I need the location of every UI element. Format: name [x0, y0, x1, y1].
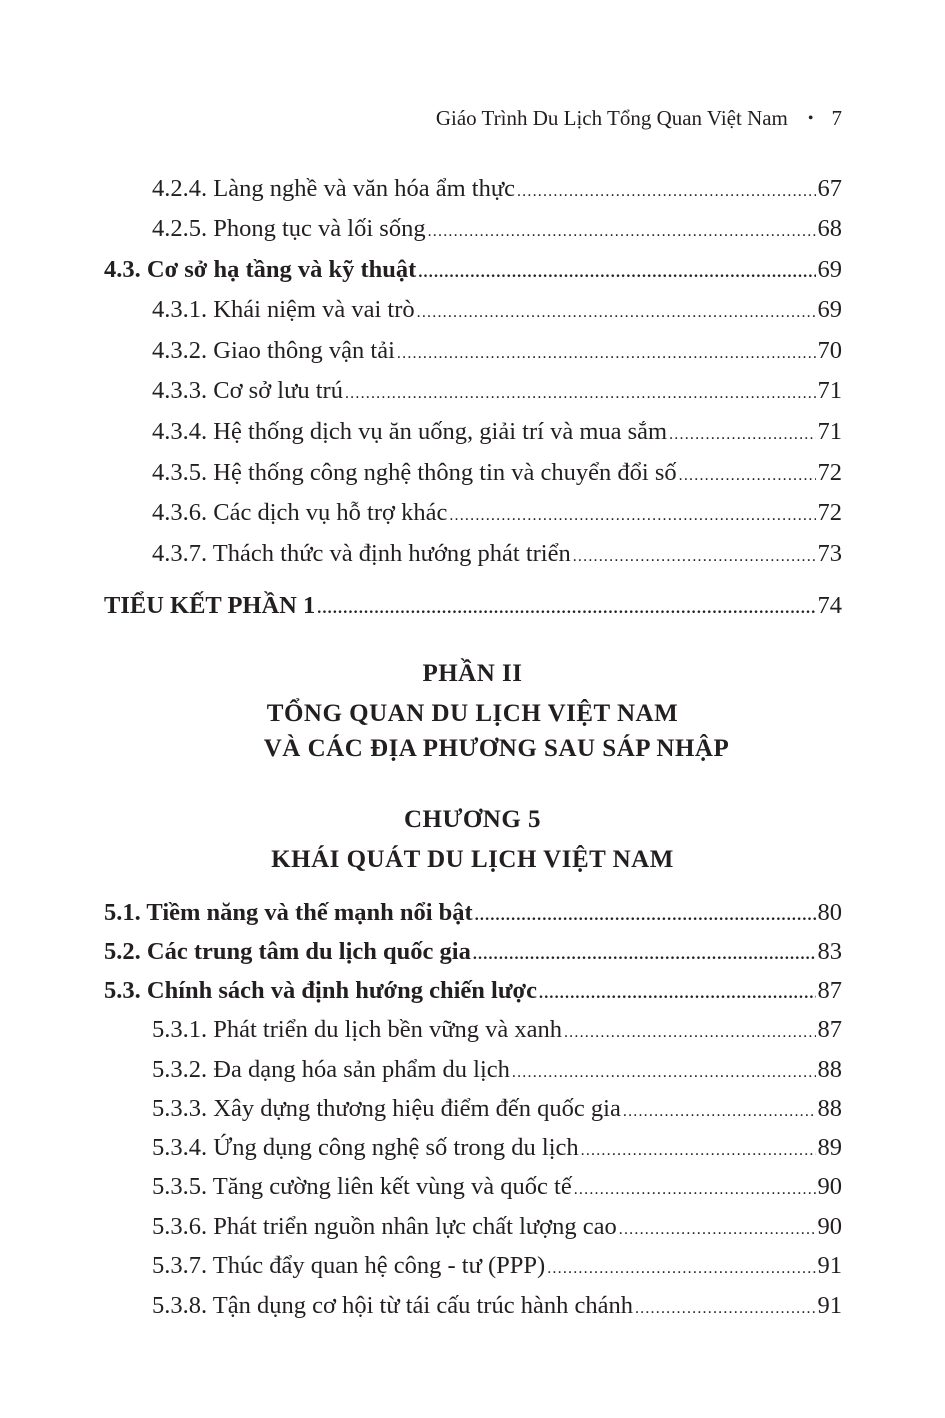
dot-leader — [449, 499, 815, 533]
toc-entry-page: 91 — [817, 1292, 842, 1319]
toc-entry[interactable] — [0, 212, 945, 246]
toc-entry-page: 71 — [817, 418, 842, 445]
toc-entry-page: 90 — [817, 1213, 842, 1240]
toc-entry[interactable] — [0, 293, 945, 327]
toc-entry[interactable] — [0, 1289, 945, 1323]
dot-leader — [517, 175, 816, 209]
toc-entry[interactable] — [0, 456, 945, 490]
toc-entry-title: 4.3.2. Giao thông vận tải — [152, 337, 395, 364]
dot-leader — [547, 1252, 815, 1286]
dot-leader — [475, 899, 816, 933]
toc-entry[interactable] — [0, 496, 945, 530]
toc-entry-title: 4.3.5. Hệ thống công nghệ thông tin và chuyển đổi số — [152, 459, 677, 486]
toc-entry-title: 4.3.7. Thách thức và định hướng phát triển — [152, 540, 571, 567]
toc-entry-title: 5.3.3. Xây dựng thương hiệu điểm đến quốc gia — [152, 1095, 621, 1122]
dot-leader — [635, 1292, 816, 1326]
chapter-label: CHƯƠNG 5 — [403, 806, 542, 833]
dot-leader — [574, 1173, 816, 1207]
toc-section-entry[interactable] — [0, 974, 945, 1008]
toc-entry-page: 91 — [817, 1252, 842, 1279]
toc-entry-page: 73 — [817, 540, 842, 567]
toc-entry-page: 90 — [817, 1173, 842, 1200]
toc-entry-title: 5.3.7. Thúc đẩy quan hệ công - tư (PPP) — [152, 1252, 546, 1279]
toc-section-entry[interactable] — [0, 253, 945, 287]
toc-entry-page: 88 — [817, 1056, 842, 1083]
toc-entry[interactable] — [0, 1131, 945, 1165]
part-label: PHẦN II — [422, 660, 523, 687]
dot-leader — [581, 1134, 816, 1168]
dot-leader — [428, 215, 816, 249]
page-number: 7 — [831, 106, 842, 130]
toc-entry[interactable] — [0, 1249, 945, 1283]
dot-leader — [397, 337, 816, 371]
toc-entry-page: 67 — [817, 175, 842, 202]
dot-leader — [539, 977, 816, 1011]
toc-entry-page: 89 — [817, 1134, 842, 1161]
dot-leader — [619, 1213, 816, 1247]
toc-entry-page: 69 — [817, 296, 842, 323]
running-header — [436, 106, 842, 131]
toc-entry-title: 4.3.6. Các dịch vụ hỗ trợ khác — [152, 499, 448, 526]
toc-entry[interactable] — [0, 1092, 945, 1126]
toc-entry[interactable] — [0, 537, 945, 571]
toc-entry-page: 88 — [817, 1095, 842, 1122]
dot-leader — [317, 592, 815, 626]
toc-entry[interactable] — [0, 1170, 945, 1204]
dot-leader — [417, 296, 816, 330]
toc-entry[interactable] — [0, 1013, 945, 1047]
dot-leader — [418, 256, 815, 290]
toc-entry-title: TIỂU KẾT PHẦN 1 — [104, 592, 316, 619]
toc-entry-title: 4.2.4. Làng nghề và văn hóa ẩm thực — [152, 175, 515, 202]
toc-entry[interactable] — [0, 374, 945, 408]
toc-entry-page: 80 — [817, 899, 842, 926]
bullet-separator: • — [807, 109, 814, 127]
toc-entry[interactable] — [0, 1210, 945, 1244]
dot-leader — [564, 1016, 816, 1050]
toc-entry-title: 5.3.1. Phát triển du lịch bền vững và xanh — [152, 1016, 562, 1043]
toc-entry-title: 4.3.1. Khái niệm và vai trò — [152, 296, 415, 323]
dot-leader — [345, 377, 816, 411]
toc-entry-page: 87 — [817, 1016, 842, 1043]
dot-leader — [573, 540, 816, 574]
toc-entry-title: 4.3.3. Cơ sở lưu trú — [152, 377, 343, 404]
part-title-line1: TỔNG QUAN DU LỊCH VIỆT NAM — [266, 700, 679, 727]
part-title-line2: VÀ CÁC ĐỊA PHƯƠNG SAU SÁP NHẬP — [263, 735, 730, 762]
toc-entry-page: 87 — [817, 977, 842, 1004]
dot-leader — [623, 1095, 816, 1129]
toc-entry-page: 72 — [817, 459, 842, 486]
toc-entry-title: 5.3.2. Đa dạng hóa sản phẩm du lịch — [152, 1056, 510, 1083]
toc-entry-page: 71 — [817, 377, 842, 404]
toc-entry-title: 5.3.4. Ứng dụng công nghệ số trong du lịch — [152, 1134, 579, 1161]
toc-entry-title: 5.2. Các trung tâm du lịch quốc gia — [104, 938, 471, 965]
toc-entry-page: 68 — [817, 215, 842, 242]
toc-entry-page: 69 — [817, 256, 842, 283]
toc-section-entry[interactable] — [0, 935, 945, 969]
toc-entry-title: 4.2.5. Phong tục và lối sống — [152, 215, 426, 242]
toc-entry-page: 83 — [817, 938, 842, 965]
book-title: Giáo Trình Du Lịch Tổng Quan Việt Nam — [435, 106, 788, 130]
toc-entry-page: 74 — [817, 592, 842, 619]
dot-leader — [669, 418, 815, 452]
toc-entry-title: 4.3. Cơ sở hạ tầng và kỹ thuật — [104, 256, 417, 283]
toc-entry[interactable] — [0, 1053, 945, 1087]
dot-leader — [473, 938, 816, 972]
toc-entry-title: 5.3.8. Tận dụng cơ hội từ tái cấu trúc hành chánh — [152, 1292, 633, 1319]
dot-leader — [679, 459, 816, 493]
toc-entry-page: 72 — [817, 499, 842, 526]
toc-entry-title: 5.1. Tiềm năng và thế mạnh nổi bật — [104, 899, 473, 926]
toc-entry-title: 5.3. Chính sách và định hướng chiến lược — [104, 977, 537, 1004]
chapter-title: KHÁI QUÁT DU LỊCH VIỆT NAM — [271, 846, 674, 873]
toc-entry[interactable] — [0, 334, 945, 368]
toc-summary-entry[interactable] — [0, 589, 945, 623]
toc-section-entry[interactable] — [0, 896, 945, 930]
toc-entry-title: 4.3.4. Hệ thống dịch vụ ăn uống, giải trí và mua sắm — [152, 418, 668, 445]
toc-entry-title: 5.3.6. Phát triển nguồn nhân lực chất lượng cao — [152, 1213, 617, 1240]
toc-entry-page: 70 — [817, 337, 842, 364]
toc-entry[interactable] — [0, 415, 945, 449]
dot-leader — [512, 1056, 816, 1090]
toc-entry-title: 5.3.5. Tăng cường liên kết vùng và quốc tế — [152, 1173, 572, 1200]
toc-entry[interactable] — [0, 172, 945, 206]
